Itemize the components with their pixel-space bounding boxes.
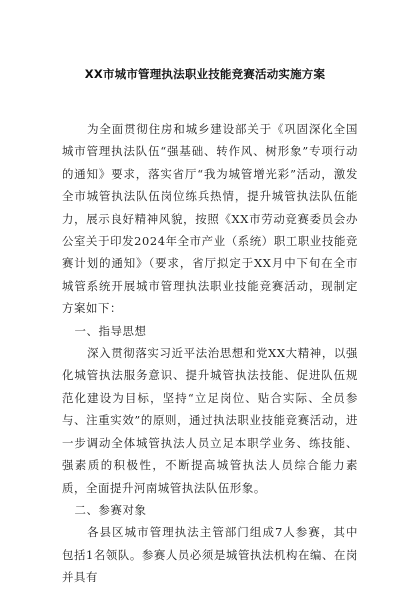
document-title: XX市城市管理执法职业技能竞赛活动实施方案 [84, 67, 326, 81]
section-1-paragraph: 深入贯彻落实习近平法治思想和党XX大精神，以强化城管执法服务意识、提升城管执法技能、促进队伍规范化建设为目标，坚持“立足岗位、贴合实际、全员参与、注重实效”的原则，通过执法职业技能竞赛活动，进一步调动全体城管执法人员立足本职学业务、练技能、强素质的积极性，不断提高城管执法人员综合能力素质，全面提升河南城管执法队伍形象。 [62, 346, 358, 495]
section-2-heading: 二、参赛对象 [74, 502, 147, 517]
section-1-heading: 一、指导思想 [74, 323, 147, 338]
intro-paragraph: 为全面贯彻住房和城乡建设部关于《巩固深化全国城市管理执法队伍“强基础、转作风、树形象”专项行动的通知》要求，落实省厅“我为城管增光彩”活动，激发全市城管执法队伍岗位练兵热情，提升城管执法队伍能力，展示良好精神风貌，按照《XX市劳动竞赛委员会办公室关于印发2024年全市产业（系统）职工职业技能竞赛计划的通知》（要求，省厅拟定于XX月中下旬在全市城管系统开展城市管理执法职业技能竞赛活动，现制定方案如下： [62, 122, 358, 316]
document-body [62, 118, 358, 589]
section-2-paragraph: 各县区城市管理执法主管部门组成7人参赛，其中包括1名领队。参赛人员必须是城管执法机构在编、在岗并具有 [62, 525, 358, 585]
